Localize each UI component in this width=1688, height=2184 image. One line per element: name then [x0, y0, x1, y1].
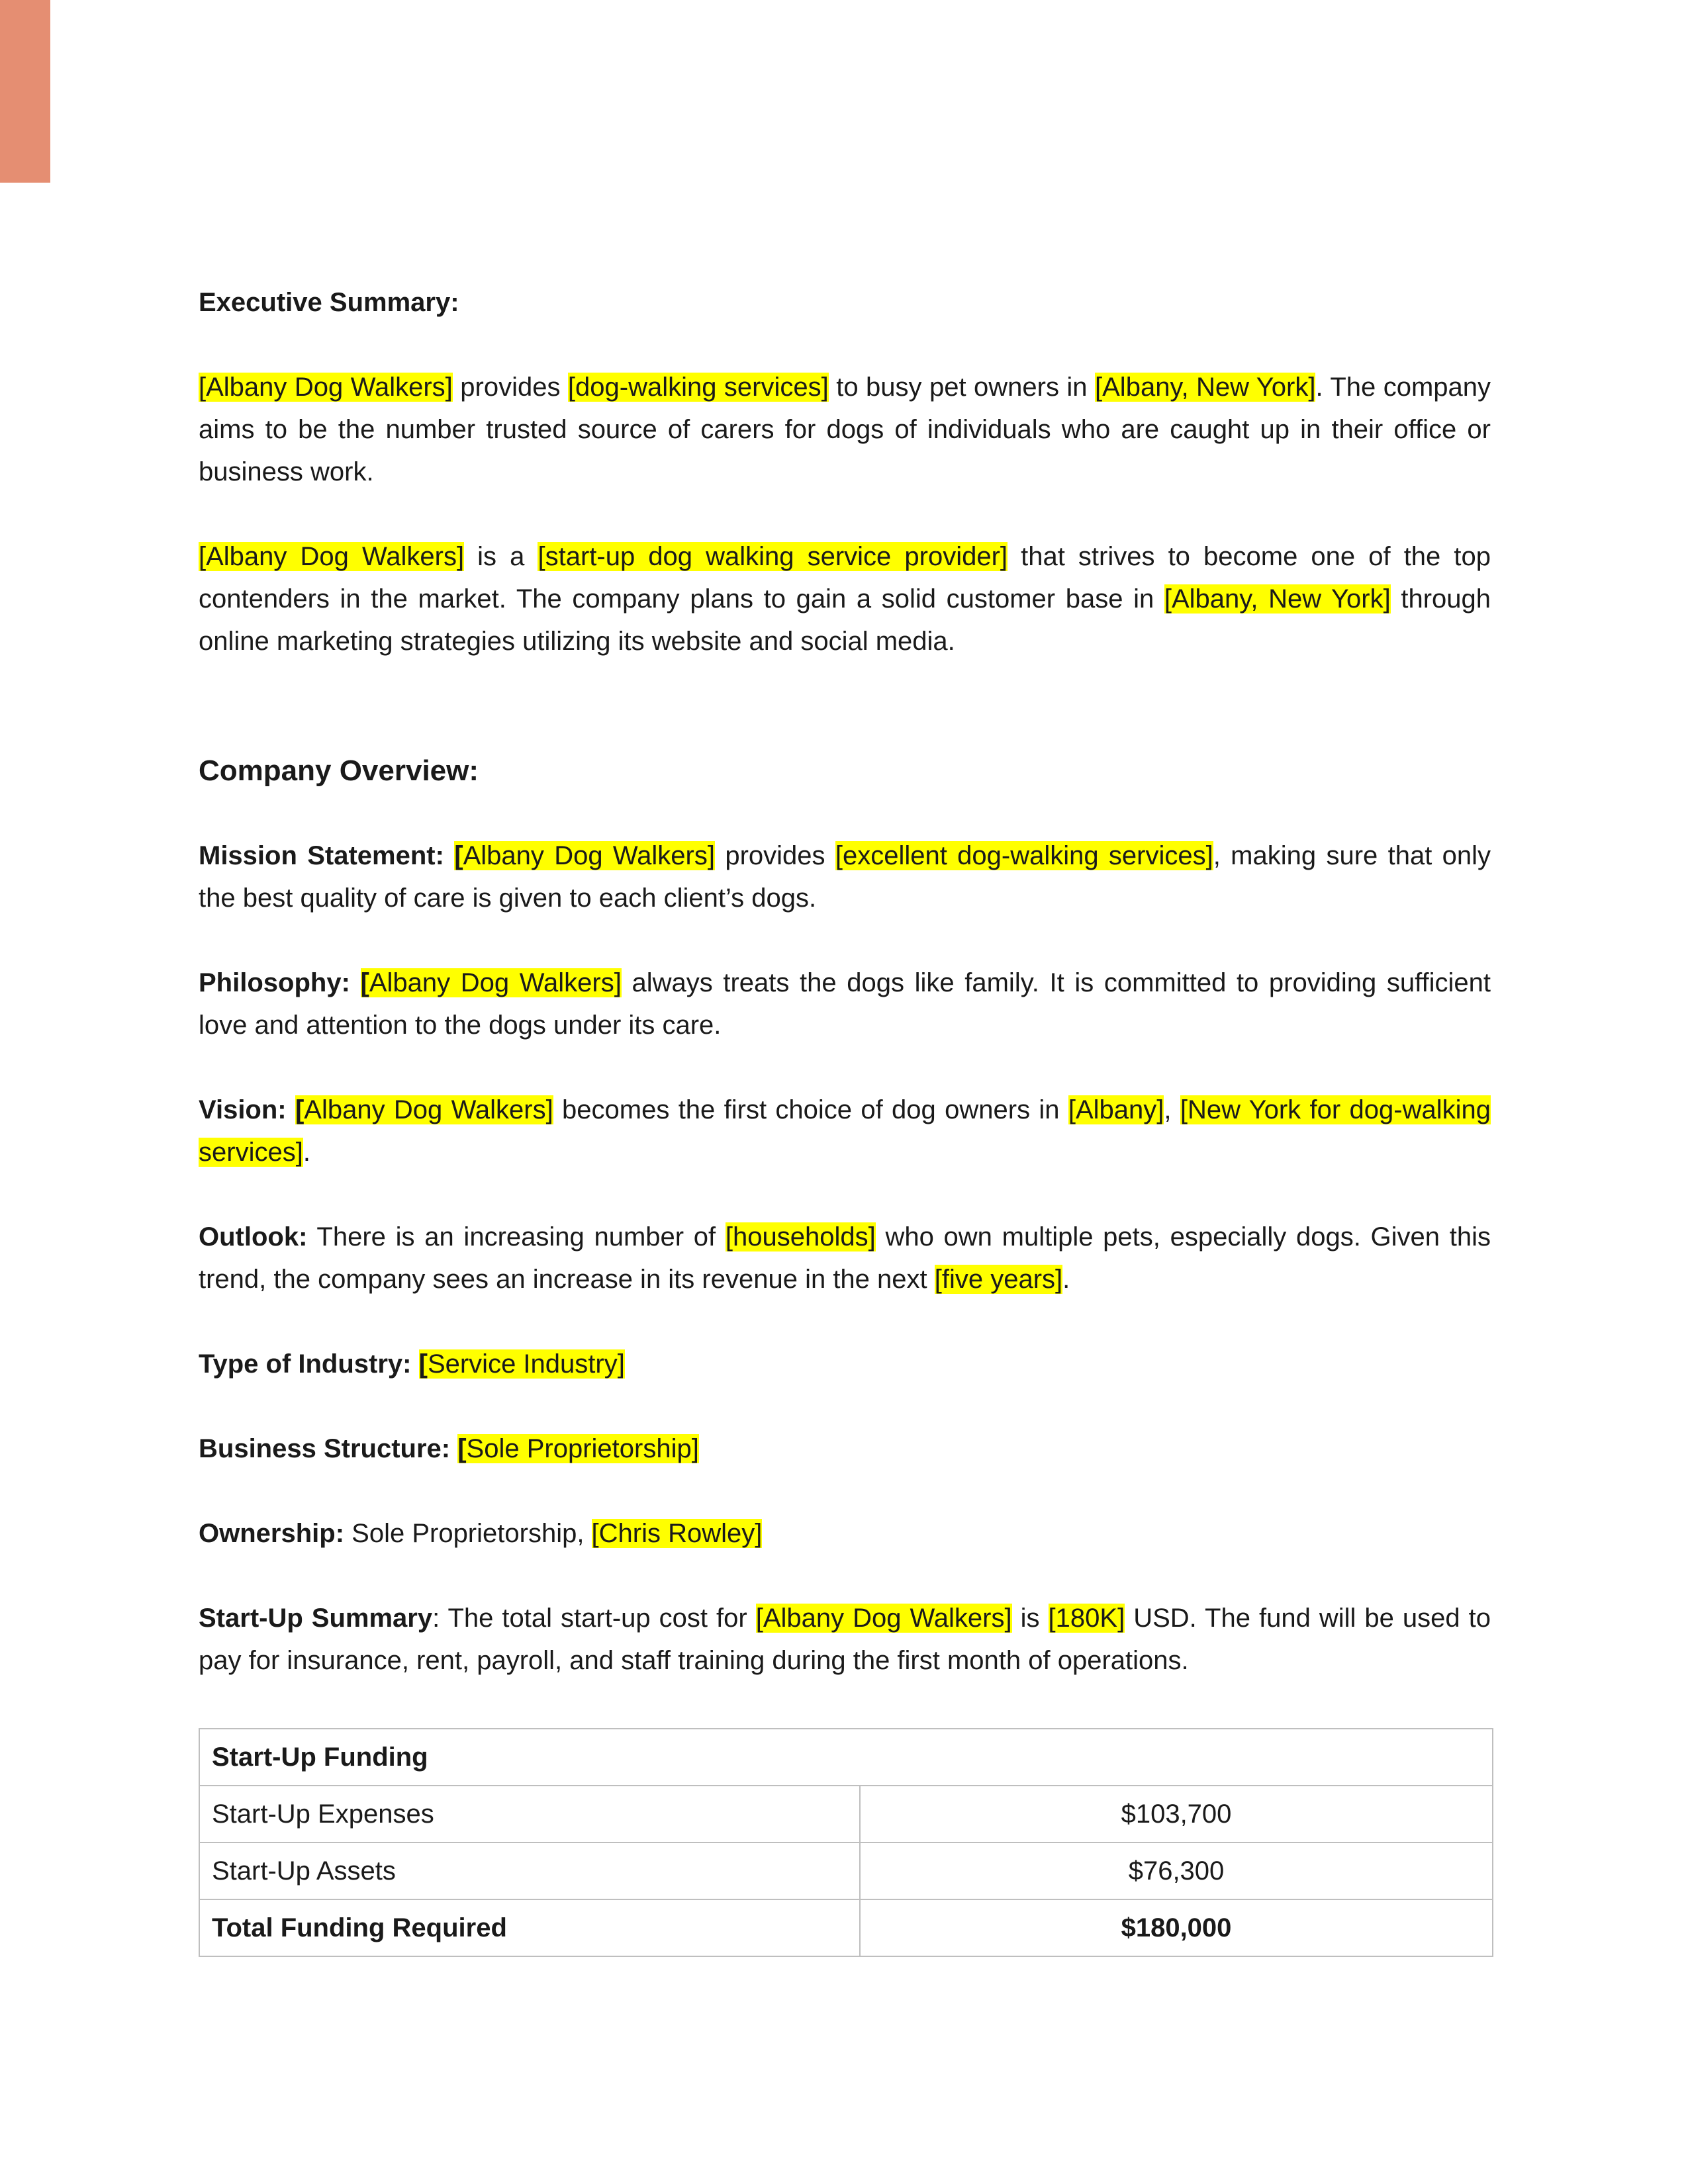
placeholder-company-name: Albany Dog Walkers]: [463, 841, 715, 870]
start-up-summary: [199, 1597, 1491, 1682]
start-up-funding-table: [199, 1728, 1493, 1957]
total-value: $180,000: [860, 1899, 1493, 1956]
placeholder-service: [excellent dog-walking services]: [835, 841, 1213, 870]
placeholder-industry: Service Industry]: [427, 1349, 625, 1379]
placeholder-company-name: [Albany Dog Walkers]: [199, 373, 453, 402]
text-span: : The total start-up cost for: [432, 1604, 756, 1633]
type-of-industry: [199, 1343, 1491, 1385]
row-label: Start-Up Expenses: [199, 1786, 860, 1843]
outlook-label: Outlook:: [199, 1222, 308, 1251]
start-up-summary-label: Start-Up Summary: [199, 1604, 433, 1633]
mission-label: Mission Statement:: [199, 841, 455, 870]
accent-bar: [0, 0, 50, 183]
text-span: .: [1062, 1265, 1070, 1294]
text-span: USD. The fund will be used to pay for insurance, rent, payroll, and staff training during the first month of operations.: [199, 1604, 1491, 1675]
outlook: [199, 1216, 1491, 1300]
placeholder-city: [Albany]: [1068, 1095, 1164, 1124]
text-span: provides: [452, 373, 568, 402]
row-label: Start-Up Assets: [199, 1843, 860, 1899]
industry-label: Type of Industry:: [199, 1349, 419, 1379]
philosophy: [199, 962, 1491, 1046]
table-header-row: [199, 1729, 1493, 1786]
executive-summary-heading: Executive Summary:: [199, 288, 459, 317]
text-span: is a: [464, 542, 538, 571]
placeholder-amount: [180K]: [1048, 1604, 1125, 1633]
text-span: through online marketing strategies utilizing its website and social media.: [199, 584, 1491, 656]
text-span: that strives to become one of the top contenders in the market. The company plans to gain a solid customer base in: [199, 542, 1491, 614]
text-span: There is an increasing number of: [307, 1222, 726, 1251]
mission-statement: [199, 835, 1491, 919]
table-row: [199, 1786, 1493, 1843]
text-span: provides: [715, 841, 835, 870]
philosophy-label: Philosophy:: [199, 968, 361, 997]
placeholder-target-market: [households]: [725, 1222, 876, 1251]
row-value: $76,300: [860, 1843, 1493, 1899]
total-label: Total Funding Required: [199, 1899, 860, 1956]
executive-summary-paragraph-2: [199, 535, 1491, 662]
placeholder-location: [Albany, New York]: [1095, 373, 1316, 402]
placeholder-owner-name: [Chris Rowley]: [591, 1519, 763, 1548]
vision: [199, 1089, 1491, 1173]
table-total-row: [199, 1899, 1493, 1956]
placeholder-business-type: [start-up dog walking service provider]: [538, 542, 1008, 571]
text-span: Sole Proprietorship,: [344, 1519, 592, 1548]
bracket: [: [454, 841, 463, 870]
business-structure: [199, 1428, 1491, 1470]
document-page: [199, 281, 1491, 1957]
text-span: always treats the dogs like family. It is committed to providing sufficient love and attention to the dogs under its care.: [199, 968, 1491, 1040]
company-overview-heading: Company Overview:: [199, 754, 479, 787]
placeholder-company-name: Albany Dog Walkers]: [304, 1095, 553, 1124]
text-span: . The company aims to be the number trusted source of carers for dogs of individuals who are caught up in their office or business work.: [199, 373, 1491, 486]
placeholder-structure: Sole Proprietorship]: [466, 1434, 699, 1463]
vision-label: Vision:: [199, 1095, 295, 1124]
placeholder-state-service: [New York for dog-walking services]: [199, 1095, 1491, 1167]
placeholder-location: [Albany, New York]: [1164, 584, 1391, 614]
placeholder-service: [dog-walking services]: [567, 373, 829, 402]
text-span: ,: [1164, 1095, 1180, 1124]
bracket: [: [295, 1095, 305, 1124]
bracket: [: [360, 968, 369, 997]
ownership: [199, 1512, 1491, 1555]
placeholder-time-period: [five years]: [934, 1265, 1063, 1294]
bracket: [: [418, 1349, 428, 1379]
ownership-label: Ownership:: [199, 1519, 345, 1548]
placeholder-company-name: [Albany Dog Walkers]: [755, 1604, 1012, 1633]
text-span: to busy pet owners in: [828, 373, 1096, 402]
text-span: , making sure that only the best quality of care is given to each client’s dogs.: [199, 841, 1491, 913]
placeholder-company-name: Albany Dog Walkers]: [369, 968, 622, 997]
row-value: $103,700: [860, 1786, 1493, 1843]
text-span: .: [303, 1138, 310, 1167]
text-span: becomes the first choice of dog owners in: [553, 1095, 1068, 1124]
placeholder-company-name: [Albany Dog Walkers]: [199, 542, 465, 571]
structure-label: Business Structure:: [199, 1434, 458, 1463]
text-span: is: [1011, 1604, 1049, 1633]
bracket: [: [457, 1434, 467, 1463]
text-span: who own multiple pets, especially dogs. Given this trend, the company sees an increase in its revenue in the next: [199, 1222, 1491, 1294]
table-row: [199, 1843, 1493, 1899]
table-header: Start-Up Funding: [199, 1729, 1493, 1786]
executive-summary-paragraph-1: [199, 366, 1491, 493]
